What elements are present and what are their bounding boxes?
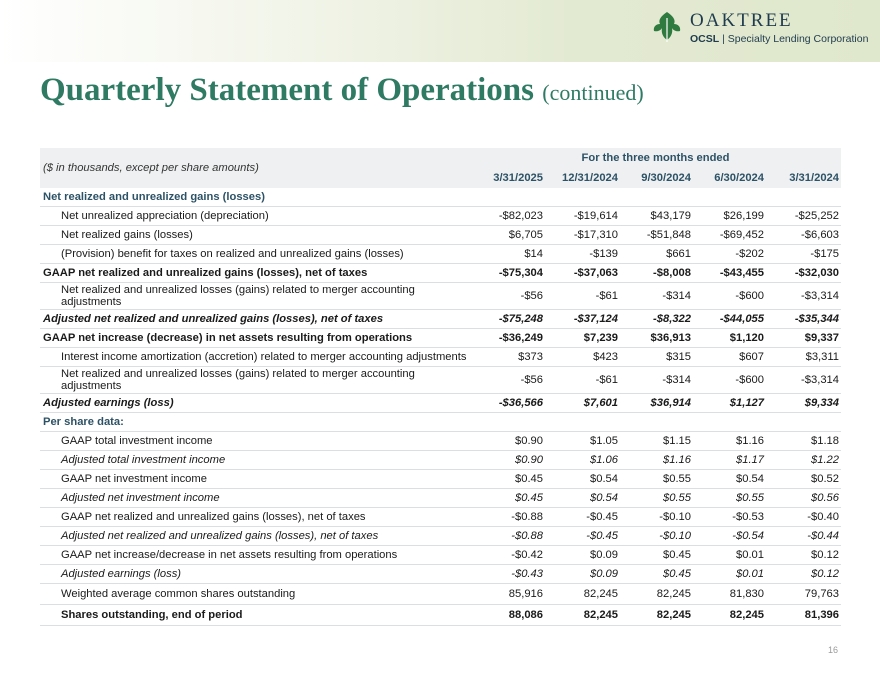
table-body	[40, 188, 841, 626]
table-row	[40, 584, 841, 605]
table-row	[40, 283, 841, 310]
logo-wordmark: OAKTREE	[690, 10, 793, 31]
row-value: -$37,063	[545, 264, 620, 283]
table-row	[40, 367, 841, 394]
row-label: Shares outstanding, end of period	[40, 605, 470, 626]
row-value: $1.18	[766, 432, 841, 451]
table-row	[40, 565, 841, 584]
page-number: 16	[828, 645, 839, 655]
row-value: 85,916	[470, 584, 545, 605]
table-row	[40, 226, 841, 245]
row-value: $423	[545, 348, 620, 367]
row-label: Net realized and unrealized losses (gains) related to merger accounting adjustments	[40, 283, 470, 310]
row-value: -$6,603	[766, 226, 841, 245]
row-value: -$56	[470, 367, 545, 394]
row-value: $0.09	[545, 546, 620, 565]
row-value: $7,601	[545, 394, 620, 413]
row-value: $1.22	[766, 451, 841, 470]
row-label: Net unrealized appreciation (depreciation)	[40, 207, 470, 226]
row-value: -$0.10	[620, 527, 693, 546]
section-header-row	[40, 188, 841, 207]
row-value	[545, 188, 620, 207]
row-value: $1,120	[693, 329, 766, 348]
period-header: For the three months ended	[470, 148, 841, 168]
row-value: -$0.45	[545, 527, 620, 546]
row-label: Adjusted earnings (loss)	[40, 394, 470, 413]
row-value: $0.09	[545, 565, 620, 584]
row-value: $607	[693, 348, 766, 367]
row-value: $1.16	[693, 432, 766, 451]
row-value: -$0.53	[693, 508, 766, 527]
row-value: 81,396	[766, 605, 841, 626]
row-value	[693, 188, 766, 207]
row-value: $0.01	[693, 565, 766, 584]
row-value: -$0.88	[470, 508, 545, 527]
row-value: $0.90	[470, 451, 545, 470]
row-value: -$75,304	[470, 264, 545, 283]
row-label: GAAP total investment income	[40, 432, 470, 451]
row-value: $0.54	[693, 470, 766, 489]
section-header-row	[40, 413, 841, 432]
row-value: -$25,252	[766, 207, 841, 226]
row-value: 82,245	[545, 584, 620, 605]
row-value: -$37,124	[545, 310, 620, 329]
row-value: $0.55	[620, 470, 693, 489]
row-label: (Provision) benefit for taxes on realized and unrealized gains (losses)	[40, 245, 470, 264]
row-value: 82,245	[620, 584, 693, 605]
row-label: GAAP net increase/decrease in net assets resulting from operations	[40, 546, 470, 565]
row-value: $26,199	[693, 207, 766, 226]
date-header: 6/30/2024	[693, 168, 766, 188]
row-value: $0.90	[470, 432, 545, 451]
table-row	[40, 451, 841, 470]
table-row	[40, 310, 841, 329]
row-value	[470, 413, 545, 432]
row-value: 81,830	[693, 584, 766, 605]
row-value: -$0.43	[470, 565, 545, 584]
row-value	[545, 413, 620, 432]
row-value: 82,245	[693, 605, 766, 626]
row-value: $0.01	[693, 546, 766, 565]
date-header: 3/31/2024	[766, 168, 841, 188]
table-row	[40, 207, 841, 226]
row-value: $0.56	[766, 489, 841, 508]
page-title: Quarterly Statement of Operations (continued)	[40, 72, 644, 108]
row-value: $9,337	[766, 329, 841, 348]
row-value: $9,334	[766, 394, 841, 413]
row-value: 79,763	[766, 584, 841, 605]
logo-subtitle: OCSL | Specialty Lending Corporation	[690, 33, 869, 45]
table-row	[40, 470, 841, 489]
row-value: -$0.10	[620, 508, 693, 527]
row-value: $1.06	[545, 451, 620, 470]
row-value: $1.16	[620, 451, 693, 470]
row-value: -$0.54	[693, 527, 766, 546]
row-value: -$8,322	[620, 310, 693, 329]
row-value: -$314	[620, 283, 693, 310]
row-value: $0.45	[470, 489, 545, 508]
row-value: $6,705	[470, 226, 545, 245]
row-value	[620, 413, 693, 432]
row-value: -$56	[470, 283, 545, 310]
row-value: -$3,314	[766, 283, 841, 310]
table-row	[40, 508, 841, 527]
row-value: -$314	[620, 367, 693, 394]
row-value: $43,179	[620, 207, 693, 226]
table-row	[40, 264, 841, 283]
row-value: -$51,848	[620, 226, 693, 245]
row-value: 82,245	[620, 605, 693, 626]
row-value: -$32,030	[766, 264, 841, 283]
row-value: -$0.88	[470, 527, 545, 546]
row-value: -$202	[693, 245, 766, 264]
table-row	[40, 245, 841, 264]
row-value: $0.45	[470, 470, 545, 489]
row-value: $0.45	[620, 546, 693, 565]
row-value: -$0.45	[545, 508, 620, 527]
row-value: $36,914	[620, 394, 693, 413]
row-label: GAAP net realized and unrealized gains (losses), net of taxes	[40, 264, 470, 283]
row-label: Net realized gains (losses)	[40, 226, 470, 245]
row-value: $0.45	[620, 565, 693, 584]
row-value: $0.55	[620, 489, 693, 508]
row-label: Adjusted net realized and unrealized gains (losses), net of taxes	[40, 310, 470, 329]
row-value: $0.12	[766, 546, 841, 565]
row-value: $0.54	[545, 489, 620, 508]
row-value: $14	[470, 245, 545, 264]
row-value: -$61	[545, 367, 620, 394]
row-label: Adjusted net realized and unrealized gains (losses), net of taxes	[40, 527, 470, 546]
row-value: $1.15	[620, 432, 693, 451]
row-value: $661	[620, 245, 693, 264]
row-value: -$61	[545, 283, 620, 310]
date-header: 12/31/2024	[545, 168, 620, 188]
oak-leaf-icon	[650, 10, 684, 44]
row-value: -$175	[766, 245, 841, 264]
table-caption: ($ in thousands, except per share amounts)	[40, 148, 470, 188]
row-label: Adjusted earnings (loss)	[40, 565, 470, 584]
date-header: 9/30/2024	[620, 168, 693, 188]
row-value: -$17,310	[545, 226, 620, 245]
row-label: GAAP net realized and unrealized gains (losses), net of taxes	[40, 508, 470, 527]
table-row	[40, 329, 841, 348]
row-value	[620, 188, 693, 207]
row-value: $36,913	[620, 329, 693, 348]
table-row	[40, 605, 841, 626]
row-value: -$3,314	[766, 367, 841, 394]
row-label: Interest income amortization (accretion) related to merger accounting adjustments	[40, 348, 470, 367]
row-label: Net realized and unrealized losses (gains) related to merger accounting adjustments	[40, 367, 470, 394]
row-value: $1.17	[693, 451, 766, 470]
row-value: $0.54	[545, 470, 620, 489]
row-value: -$43,455	[693, 264, 766, 283]
table-header-row	[40, 148, 841, 168]
table-row	[40, 489, 841, 508]
row-value: -$35,344	[766, 310, 841, 329]
row-value: $0.12	[766, 565, 841, 584]
row-value: $0.52	[766, 470, 841, 489]
row-value: -$44,055	[693, 310, 766, 329]
date-header: 3/31/2025	[470, 168, 545, 188]
row-value: -$36,566	[470, 394, 545, 413]
company-logo	[650, 8, 870, 48]
row-value: -$19,614	[545, 207, 620, 226]
row-label: GAAP net increase (decrease) in net assets resulting from operations	[40, 329, 470, 348]
row-value: 88,086	[470, 605, 545, 626]
row-value: -$600	[693, 283, 766, 310]
row-value	[766, 413, 841, 432]
row-value	[766, 188, 841, 207]
row-value: $1.05	[545, 432, 620, 451]
row-value: -$139	[545, 245, 620, 264]
table-row	[40, 546, 841, 565]
table-row	[40, 348, 841, 367]
row-value	[693, 413, 766, 432]
table-row	[40, 527, 841, 546]
row-label: Per share data:	[40, 413, 470, 432]
row-value: 82,245	[545, 605, 620, 626]
row-value: -$82,023	[470, 207, 545, 226]
row-value: $3,311	[766, 348, 841, 367]
row-label: Adjusted net investment income	[40, 489, 470, 508]
page-title-suffix: (continued)	[542, 80, 644, 105]
table-row	[40, 394, 841, 413]
operations-table	[40, 148, 841, 626]
row-value: $0.55	[693, 489, 766, 508]
row-value: -$0.44	[766, 527, 841, 546]
row-value: -$0.40	[766, 508, 841, 527]
table-row	[40, 432, 841, 451]
row-value: -$0.42	[470, 546, 545, 565]
row-value: $1,127	[693, 394, 766, 413]
row-value: -$8,008	[620, 264, 693, 283]
row-value: $7,239	[545, 329, 620, 348]
row-value: -$600	[693, 367, 766, 394]
row-label: GAAP net investment income	[40, 470, 470, 489]
row-value: -$75,248	[470, 310, 545, 329]
row-value: $373	[470, 348, 545, 367]
row-value: -$36,249	[470, 329, 545, 348]
row-label: Net realized and unrealized gains (losses)	[40, 188, 470, 207]
row-label: Weighted average common shares outstanding	[40, 584, 470, 605]
row-value: -$69,452	[693, 226, 766, 245]
row-value	[470, 188, 545, 207]
row-value: $315	[620, 348, 693, 367]
row-label: Adjusted total investment income	[40, 451, 470, 470]
